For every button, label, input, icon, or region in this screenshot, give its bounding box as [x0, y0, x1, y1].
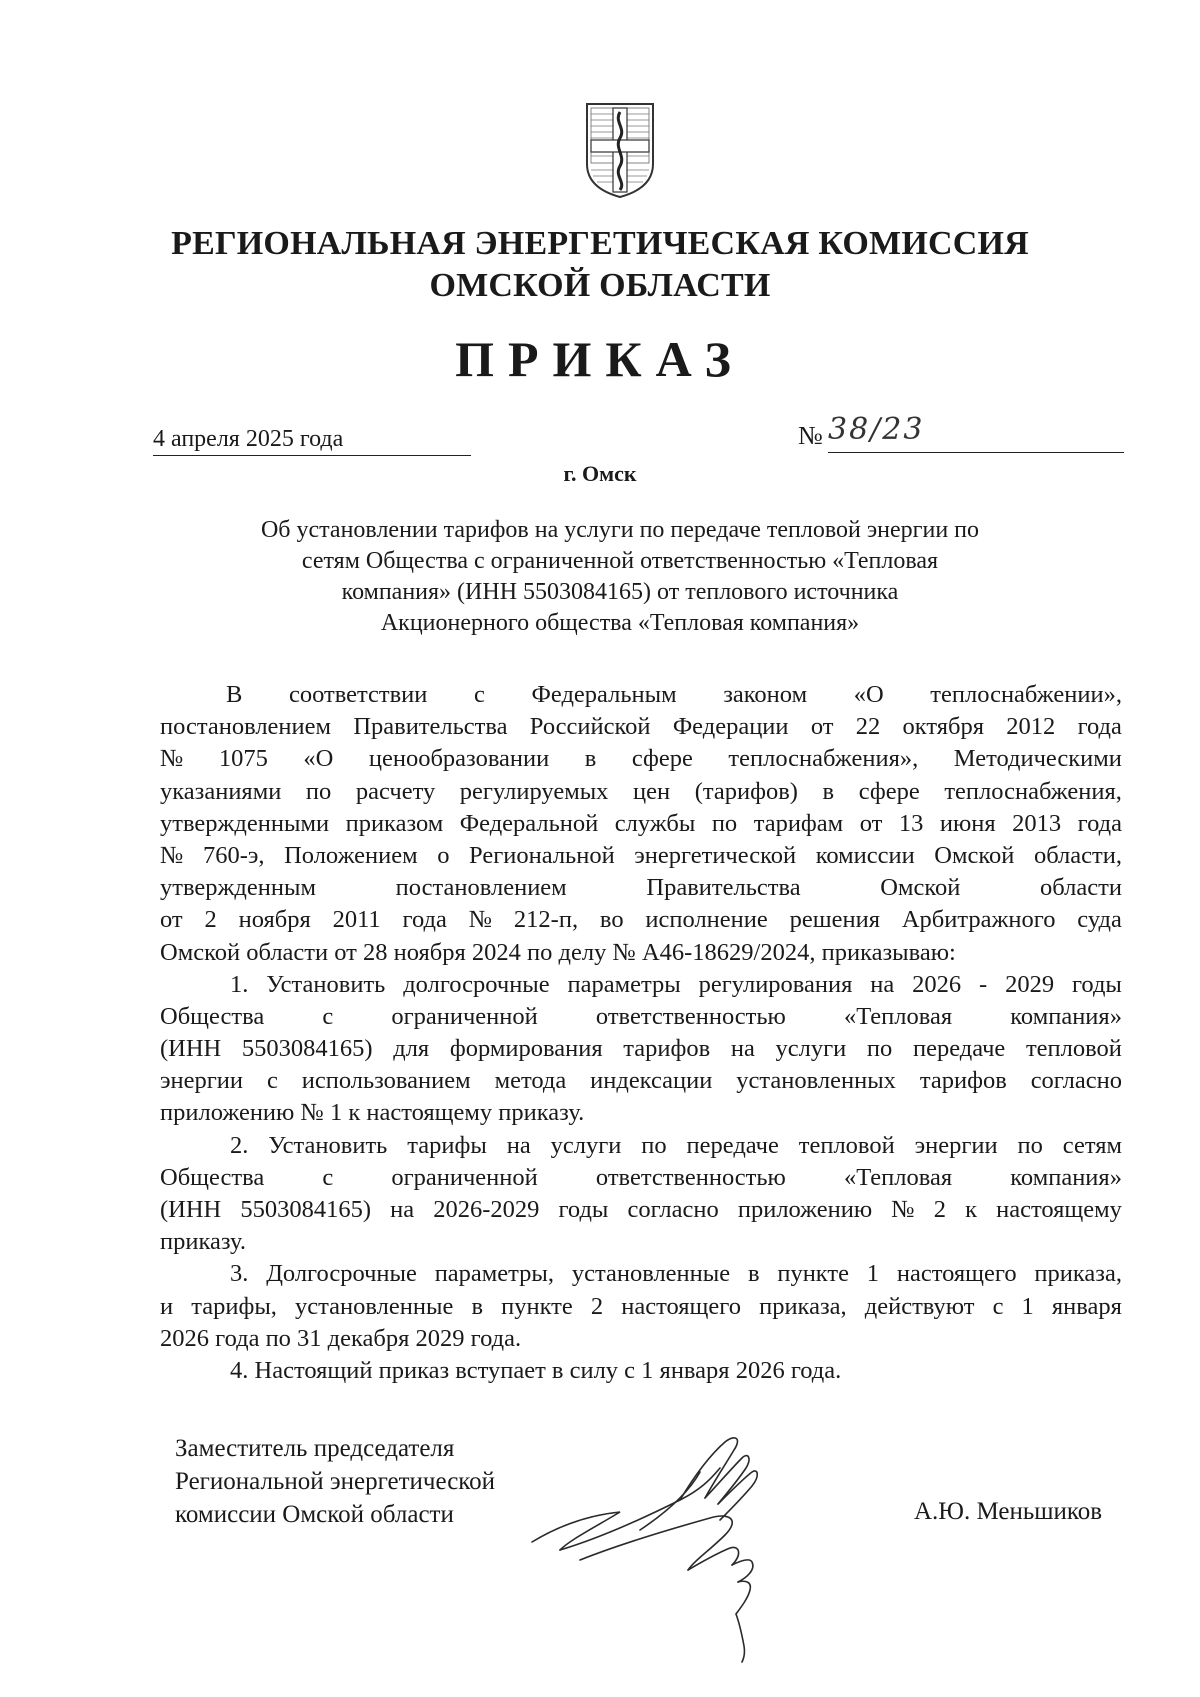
body-word: долгосрочные [403, 970, 550, 998]
body-word: тарифам [753, 809, 844, 837]
body-line [160, 808, 1122, 840]
body-word: октября [902, 713, 984, 741]
body-word: Российской [529, 713, 651, 741]
body-word: 22 [855, 713, 881, 741]
body-word: 5503084165) [240, 1196, 372, 1223]
body-word: № [468, 906, 493, 934]
body-word: действуют [864, 1292, 975, 1320]
body-word: 2029 [1005, 970, 1055, 998]
document-type-title: ПРИКАЗ [455, 331, 745, 387]
body-word: постановлением [160, 713, 332, 741]
body-word: установленные [295, 1292, 454, 1320]
body-word: законом [723, 681, 808, 708]
body-word: 212-п, [513, 906, 579, 934]
body-word: года [402, 906, 447, 934]
body-line [160, 1033, 1122, 1065]
body-word: на [390, 1196, 415, 1223]
body-word: индексации [590, 1067, 713, 1095]
body-word: Методическими [953, 745, 1122, 773]
body-word: параметры, [434, 1260, 555, 1288]
body-word: согласно [627, 1196, 719, 1223]
body-word: метода [494, 1067, 567, 1095]
body-line [160, 1194, 1122, 1226]
body-word: в [747, 1260, 760, 1288]
body-word: по [641, 1131, 667, 1159]
body-word: № [160, 745, 184, 773]
body-word: Омской [934, 841, 1015, 869]
body-line [160, 1001, 1122, 1033]
body-word: 1. [230, 970, 249, 998]
body-word: 1 [1021, 1292, 1034, 1320]
body-line [160, 969, 1122, 1001]
body-word: 2 [590, 1292, 604, 1320]
body-word: на [870, 970, 895, 998]
body-word: от [810, 713, 834, 741]
body-word: энергии [914, 1131, 998, 1159]
order-number-handwritten: 38/23 [828, 412, 925, 447]
body-word: 2026 [912, 970, 962, 998]
body-word: пункте [777, 1260, 849, 1288]
body-word: Федеральной [459, 809, 599, 837]
body-word: с [992, 1292, 1004, 1320]
body-word: области, [1033, 841, 1122, 869]
order-number-label: № [798, 421, 823, 450]
body-word: 760-э, [202, 841, 265, 869]
body-word: формирования [449, 1035, 603, 1063]
body-word: соответствии [288, 681, 428, 708]
order-subject [200, 515, 1040, 639]
body-word: 2. [230, 1131, 249, 1159]
body-line: 2026 года по 31 декабря 2029 года. [160, 1324, 522, 1352]
subject-line: сетям Общества с ограниченной ответственностью «Тепловая [301, 548, 939, 574]
body-line [160, 1130, 1122, 1162]
body-word: в [584, 745, 597, 773]
body-word: сфере [631, 745, 693, 773]
body-word: 1075 [218, 745, 268, 773]
body-word: цен [633, 777, 671, 805]
body-word: компания» [1010, 1002, 1122, 1030]
body-word: ответственностью [595, 1163, 786, 1191]
body-word: января [1051, 1292, 1122, 1320]
body-word: от [859, 809, 883, 837]
body-word: Общества [160, 1002, 265, 1030]
body-word: использованием [301, 1067, 471, 1095]
body-word: 13 [898, 809, 924, 837]
body-word: - [979, 970, 988, 998]
position-line: Региональной энергетической [175, 1468, 496, 1495]
body-word: Федерации [672, 713, 789, 741]
body-word: «О [303, 745, 334, 773]
body-word: 2 [933, 1196, 947, 1223]
body-word: указаниями [160, 777, 282, 805]
body-word: сфере [858, 777, 920, 805]
body-word: теплоснабжения», [728, 745, 919, 773]
order-date: 4 апреля 2025 года [153, 426, 344, 452]
body-word: Положением [284, 841, 418, 869]
body-word: расчету [355, 777, 436, 805]
body-word: 1 [866, 1260, 880, 1288]
coat-of-arms-icon [583, 100, 657, 200]
body-line [160, 1291, 1122, 1323]
body-word: 2 [204, 906, 217, 934]
body-word: утвержденными [160, 809, 330, 837]
body-word: (ИНН [160, 1196, 222, 1223]
body-line [160, 840, 1122, 872]
body-word: по [711, 809, 738, 837]
body-word: Региональной [469, 841, 615, 869]
body-word: в [471, 1292, 484, 1320]
body-word: Установить [268, 1131, 388, 1159]
body-word: июня [939, 809, 996, 837]
body-line: Омской области от 28 ноября 2024 по делу № А46-18629/2024, приказываю: [160, 938, 956, 966]
body-word: теплоснабжения, [944, 777, 1122, 805]
body-word: постановлением [395, 874, 567, 902]
body-word: с [474, 681, 485, 708]
body-word: по [1017, 1131, 1043, 1159]
body-word: настоящего [621, 1292, 741, 1320]
body-word: настоящего [896, 1260, 1017, 1288]
body-word: параметры [567, 970, 681, 998]
body-word: 5503084165) [241, 1035, 373, 1063]
body-line: приложению № 1 к настоящему приказу. [160, 1099, 585, 1127]
body-word: службы [614, 809, 696, 837]
body-word: Омской [880, 874, 961, 902]
body-word: годы [558, 1196, 609, 1223]
order-body [160, 679, 1122, 1387]
body-word: по [866, 1035, 893, 1063]
subject-line: Акционерного общества «Тепловая компания» [380, 610, 860, 636]
body-word: тепловой [1025, 1035, 1122, 1063]
body-word: с [322, 1002, 334, 1030]
body-word: «О [853, 681, 884, 708]
body-word: суда [1077, 906, 1122, 934]
body-word: приказом [345, 809, 444, 837]
body-word: 2026-2029 [433, 1196, 540, 1223]
body-word: Федеральным [531, 681, 677, 708]
body-word: приказа, [1034, 1260, 1122, 1288]
body-word: компания» [1010, 1163, 1122, 1191]
body-word: на [506, 1131, 531, 1159]
body-word: 2012 [1006, 713, 1056, 741]
body-line: 4. Настоящий приказ вступает в силу с 1 января 2026 года. [230, 1356, 842, 1384]
body-word: Общества [160, 1163, 265, 1191]
position-line: Заместитель председателя [175, 1435, 455, 1462]
body-word: ограниченной [391, 1163, 538, 1191]
signatory-position [175, 1432, 495, 1531]
body-word: года [1077, 809, 1122, 837]
body-word: ценообразовании [368, 745, 550, 773]
body-line [160, 1162, 1122, 1194]
body-word: приложению [737, 1196, 873, 1223]
body-word: 2013 [1012, 809, 1062, 837]
body-word: области [1040, 874, 1122, 902]
body-word: передаче [686, 1131, 779, 1159]
body-word: № [891, 1196, 915, 1223]
body-word: во [599, 906, 624, 934]
body-word: согласно [1030, 1067, 1122, 1095]
body-word: тарифов [919, 1067, 1007, 1095]
body-word: регулируемых [459, 777, 609, 805]
body-word: регулирования [698, 970, 853, 998]
body-word: с [266, 1067, 278, 1095]
body-word: энергетической [634, 841, 797, 869]
body-word: услуги [550, 1131, 622, 1159]
body-word: ноября [238, 906, 311, 934]
body-word: установленные [571, 1260, 731, 1288]
body-line [160, 904, 1122, 936]
body-word: 2011 [332, 906, 381, 934]
organization-name-line2: ОМСКОЙ ОБЛАСТИ [429, 267, 771, 304]
body-word: «Тепловая [844, 1002, 953, 1030]
body-line [160, 711, 1122, 743]
number-underline [828, 452, 1124, 453]
body-word: «Тепловая [844, 1163, 953, 1191]
body-word: на [730, 1035, 755, 1063]
body-word: Правительства [353, 713, 508, 741]
body-line [160, 679, 1122, 711]
body-word: пункте [501, 1292, 573, 1320]
body-word: Правительства [646, 874, 801, 902]
subject-line: компания» (ИНН 5503084165) от теплового источника [341, 579, 899, 605]
body-word: тепловой [798, 1131, 895, 1159]
body-word: для [393, 1035, 430, 1063]
handwritten-signature [520, 1420, 850, 1665]
body-word: приказа, [759, 1292, 847, 1320]
body-word: годы [1071, 970, 1122, 998]
body-line [160, 1065, 1122, 1097]
subject-line: Об установлении тарифов на услуги по передаче тепловой энергии по [260, 517, 980, 543]
body-word: энергии [160, 1067, 244, 1095]
body-word: Арбитражного [901, 906, 1056, 934]
body-word: (ИНН [160, 1035, 222, 1063]
date-underline [153, 455, 471, 456]
body-word: исполнение [645, 906, 768, 934]
position-line: комиссии Омской области [175, 1501, 454, 1528]
body-word: тарифы [407, 1131, 487, 1159]
city-label: г. Омск [563, 461, 637, 486]
body-word: 3. [230, 1260, 249, 1288]
body-line [160, 743, 1122, 775]
body-word: установленных [736, 1067, 896, 1095]
body-word: Установить [266, 970, 386, 998]
body-line [160, 1258, 1122, 1290]
body-word: к [965, 1196, 978, 1223]
body-word: утвержденным [160, 874, 316, 902]
body-word: сетям [1062, 1131, 1122, 1159]
body-line: приказу. [160, 1228, 246, 1256]
body-word: о [437, 841, 450, 869]
body-word: по [305, 777, 332, 805]
body-word: решения [789, 906, 880, 934]
body-word: (тарифов) [694, 777, 798, 805]
body-word: и [160, 1292, 174, 1320]
body-word: передаче [912, 1035, 1006, 1063]
body-word: ответственностью [595, 1002, 786, 1030]
body-word: тарифов [623, 1035, 711, 1063]
body-line [160, 872, 1122, 904]
body-word: с [322, 1163, 334, 1191]
body-word: теплоснабжении», [930, 681, 1122, 708]
organization-name-line1: РЕГИОНАЛЬНАЯ ЭНЕРГЕТИЧЕСКАЯ КОМИССИЯ [171, 225, 1029, 262]
body-word: Долгосрочные [266, 1260, 417, 1288]
body-word: от [160, 906, 183, 934]
body-word: тарифы, [191, 1292, 277, 1320]
body-word: № [160, 841, 184, 869]
signatory-name: А.Ю. Меньшиков [914, 1498, 1103, 1525]
body-word: настоящему [996, 1196, 1122, 1223]
body-word: комиссии [815, 841, 915, 869]
body-line [160, 776, 1122, 808]
body-word: в [822, 777, 835, 805]
body-word: года [1077, 713, 1122, 741]
body-word: ограниченной [391, 1002, 538, 1030]
body-word: услуги [775, 1035, 847, 1063]
body-word: В [226, 681, 243, 708]
